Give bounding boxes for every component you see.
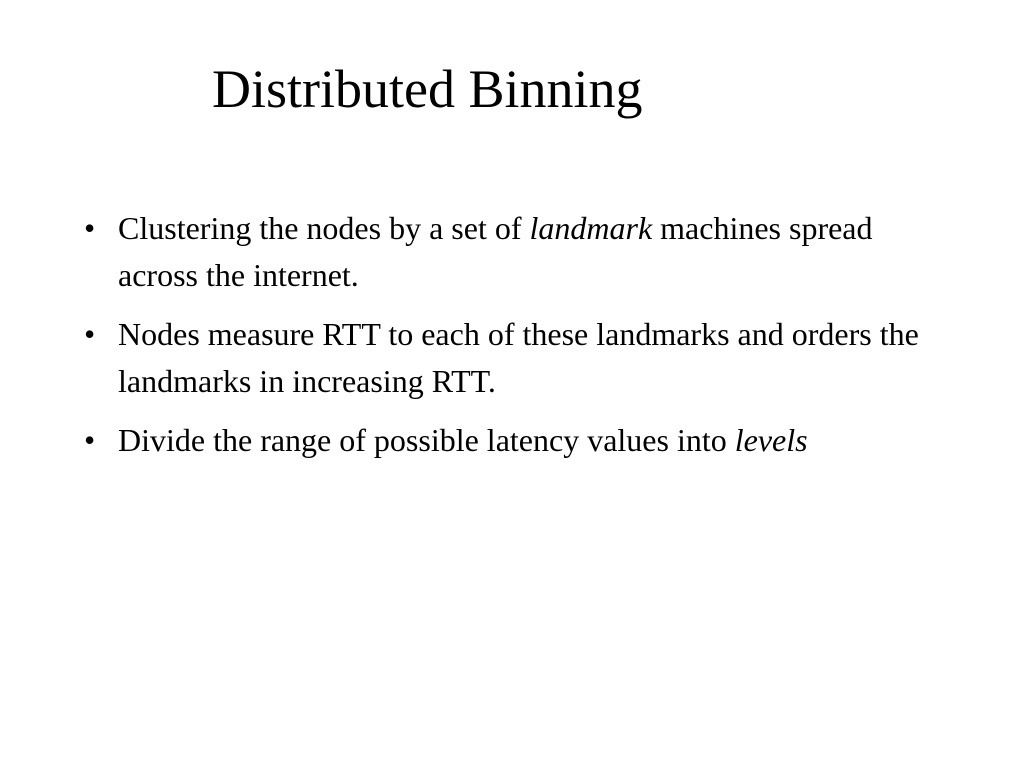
bullet-emphasis: levels — [734, 422, 808, 458]
bullet-marker: • — [84, 316, 96, 352]
bullet-text: Nodes measure RTT to each of these landmarks and orders the landmarks in increasing RTT. — [118, 316, 919, 399]
bullet-text: Clustering the nodes by a set of — [118, 210, 530, 246]
slide-title: Distributed Binning — [212, 59, 643, 119]
bullet-text: Divide the range of possible latency values into — [118, 422, 735, 458]
bullet-item — [80, 205, 960, 299]
bullet-emphasis: landmark — [529, 210, 653, 246]
bullet-item — [80, 417, 960, 464]
bullet-marker: • — [84, 210, 96, 246]
bullet-list — [80, 205, 960, 476]
bullet-text: machines spread across the internet. — [118, 210, 873, 293]
bullet-item — [80, 311, 960, 405]
bullet-marker: • — [84, 422, 96, 458]
